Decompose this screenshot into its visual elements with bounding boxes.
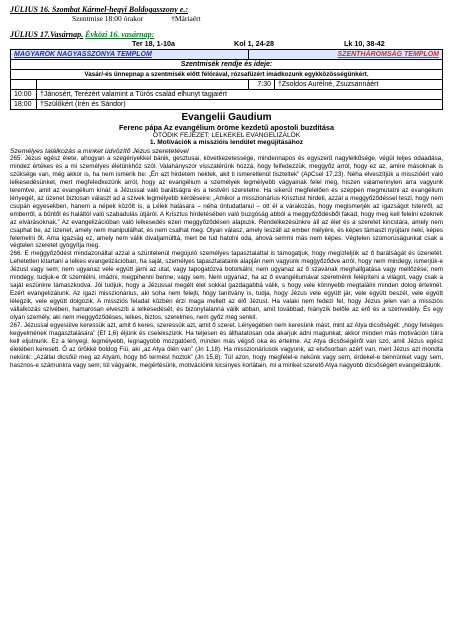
sunday-note-row bbox=[11, 70, 443, 80]
table-row bbox=[11, 90, 443, 100]
row-time-right: 7:30 bbox=[249, 80, 275, 90]
paragraph: 266. E meggyőződést mindazonáltal azzal a szüntelenül megújuló személyes tapasztalattal is támogatjuk, hogy megízleljük az ő barátságát és üzenetét. Lehetetlen kitartani a lelkes evangelizációban, ha saját, személyes tapasztalataink alapján nem vagyunk meggyőződve arról, hogy nem mindegy, ismerjük-e Jézust vagy sem; nem ugyanaz vele együtt járni az utat, vagy tapogatózva botorkálni; nem ugyanaz az ő szavának meghallgatása vagy mellőzése; nem mindegy, tudjuk-e őt szemlélni, imádni, megpihenni benne, vagy sem. Nem ugyanaz, ha az ő evangéliumával szeretnénk felépíteni a világot, vagy csak a saját eszünkre támaszkodva. Jól tudjuk, hogy a Jézussal megélt élet sokkal gazdagabbá válik, s hogy vele könnyebb megtalálni minden dolog értelmét. Ezért evangelizálunk. Az igazi misszionárius, aki soha nem felejti, hogy tanítvány is, tudja, hogy Jézus vele együtt jár, vele együtt beszél, vele együtt lélegzik, vele együtt dolgozik. A missziós feladat közben érzi maga mellett az élő Jézust. Ha valaki nem fedezi fel, hogy Jézus jelen van a missziós vállalkozás szívében, hamarosan elveszíti a lelkesedését, és bizonytalanná válik abban, amit továbbad, hiányzik belőle az erő és a szenvedély. És egy olyan személy, aki nem meggyőződéses, lelkes, biztos, szerelmes, nem győz meg senkit. bbox=[10, 250, 443, 322]
reading-gospel: Lk 10, 38-42 bbox=[344, 39, 385, 48]
article-body bbox=[10, 155, 443, 370]
paragraph: 267. Jézussal egyesülve keressük azt, amit ő keres, szeressük azt, amit ő szeret. Lényegében nem keresünk mást, mint az Atya dicsőségét: „hogy felséges kegyelmének magasztalására” (Ef 1,6) éljünk és cselekszünk. Ha teljesen és állhatatosan oda akarjuk adni magunkat, akkor minden más motiváción túlra kell eljutnunk. Ez a lényegi, legmélyebb, legnagyobb mozgatóerő, minden más végső oka és értelme. Az Atya dicsőségéről van szó, amit Jézus egész életében keresett. Ő az örökké boldog Fiú, aki „az Atya ölén van” (Jn 1,18). Ha misszionáriusok vagyunk, az elsősorban azért van, mert Jézus azt mondta nekünk: „Azáltal dicsőül meg az Atyám, hogy bő termést hoztok” (Jn 15,8). Túl azon, hogy megfelel-e nekünk vagy sem, érdekel-e bennünket vagy sem, hasznos-e számunkra vagy sem; túl vágyaink, megértésünk, motivációink kicsinyes korlátain, mi a minket szerető Atya nagyobb dicsőségért evangelizálunk. bbox=[10, 322, 443, 369]
sunday-date: JÚLIUS 17.Vasárnap. bbox=[10, 30, 84, 39]
row-intention: †Jánosért, Terézért valamint a Túrós család elhunyt tagjaiért bbox=[37, 90, 443, 100]
article-chapter: ÖTÖDIK FEJEZET: LELKEKEL EVANGELIZÁLÓK bbox=[152, 132, 301, 139]
article-subtitle: Ferenc pápa Az evangélium öröme kezdetű apostoli buzdítása bbox=[118, 123, 335, 132]
saturday-mass-time: Szentmise 18:00 órakor bbox=[72, 14, 144, 23]
saturday-title: JÚLIUS 16. Szombat Kármel-hegyi Boldogasszony e.: bbox=[10, 5, 189, 14]
schedule-caption: Szentmisék rendje és ideje: bbox=[11, 60, 443, 70]
church-left-name: MAGYAROK NAGYASSZONYA TEMPLOM bbox=[11, 50, 249, 60]
sunday-note: Vasár/-és ünnepnap a szentmisék előtt félórával, rózsafüzért imádkozunk egykközösségünkért. bbox=[11, 70, 443, 80]
schedule-caption-row bbox=[11, 60, 443, 70]
article-title: Evangelii Gaudium bbox=[181, 112, 272, 123]
paragraph: 265. Jézus egész élete, ahogyan a szegényekkel bánik, gesztusai, következetessége, mindennapos és egyszerű nagylelkűsége, végül teljes odaadása, mindez értékes és a mi személyes életünkhöz szól. Valahányszor visszatérünk hozzá, hogy felfedezzük, meggyőz arról, hogy ez az, amire másoknak is szüksége van, még akkor is, ha nem ismerik be: „Én azt hirdetem nektek, akit ti ismeretlenül tiszteltek” (ApCsel 17,23). Néha elveszítjük a misszióért való lelkesedésünket, mert megfeledkezünk arról, hogy az evangélium a személyek legmélyebb vágyainak felel meg, hiszen valamennyien arra vagyunk teremtve, amit az evangélium kínál: a Jézussal való barátságra és a testvéri szeretetre. Ha sikerül megfelelően és széppen megmutatni az evangélium lényegét, az üzenet biztosan választ ad a szívek legmélyebb kérdéseire: „Amikor a misszionárius Krisztust hirdeti, azzal a meggyőződéssel teszi, hogy nem csupán egyesekben, hanem a népek között is, a Lélek hatására – néha öntudatlanul – ott él a várakozás, hogy megismerjék az igazságot Istenről, az emberről, a bűntől és haláltól való szabadulás útjáról. A Krisztus hirdetésében való buzgóság abból a meggyőződésből fakad, hogy meg kell felelni ezeknek az elvárásoknak.” Az evangelizációban való lelkesedés ezen meggyőződésen alapszik. Rendelkezésünkre áll az élet és a szeretet kincstára, amely nem csaphat be, az üzenet, amely nem manipulálhat, és nem csalhat meg. Olyan válasz, amely leszáll az ember mélyére, és képes támaszt nyújtani neki, képes felemelni őt. Ama igazság ez, amely nem válik divatjamúlttá, mert be tud hatolni oda, ahová semmi más nem képes. Végtelen szomorúságunkat csak a végtelen szeretet gyógyítja meg. bbox=[10, 155, 443, 250]
table-row bbox=[11, 80, 443, 90]
row-time: 18:00 bbox=[11, 100, 37, 110]
saturday-mass-row bbox=[10, 14, 443, 24]
reading-first: Ter 18, 1-10a bbox=[132, 39, 176, 48]
church-right-name: SZENTHÁROMSÁG TEMPLOM bbox=[249, 50, 443, 60]
saturday-header bbox=[10, 5, 443, 14]
reading-second: Kol 1, 24-28 bbox=[234, 39, 274, 48]
row-intention bbox=[37, 80, 249, 90]
sunday-header bbox=[10, 30, 443, 39]
mass-schedule-table bbox=[10, 49, 443, 110]
row-intention: †Szülőkért (Irén és Sándor) bbox=[37, 100, 443, 110]
row-time bbox=[11, 80, 37, 90]
row-intention-right: †Zsoldos Aurélné, Zsuzsannáért bbox=[275, 80, 443, 90]
sunday-feast: Évközi 16. vasárnap: bbox=[85, 30, 155, 39]
article-section: 1. Motivációk a misszióis lendület megújításához bbox=[149, 139, 304, 146]
saturday-mass-intention: †Máriaért bbox=[171, 14, 201, 23]
row-time: 10:00 bbox=[11, 90, 37, 100]
article-heading: Személyes találkozás a minket üdvözítő Jézus szeretetével bbox=[10, 148, 189, 155]
sunday-readings bbox=[10, 39, 443, 49]
church-row bbox=[11, 50, 443, 60]
table-row bbox=[11, 100, 443, 110]
